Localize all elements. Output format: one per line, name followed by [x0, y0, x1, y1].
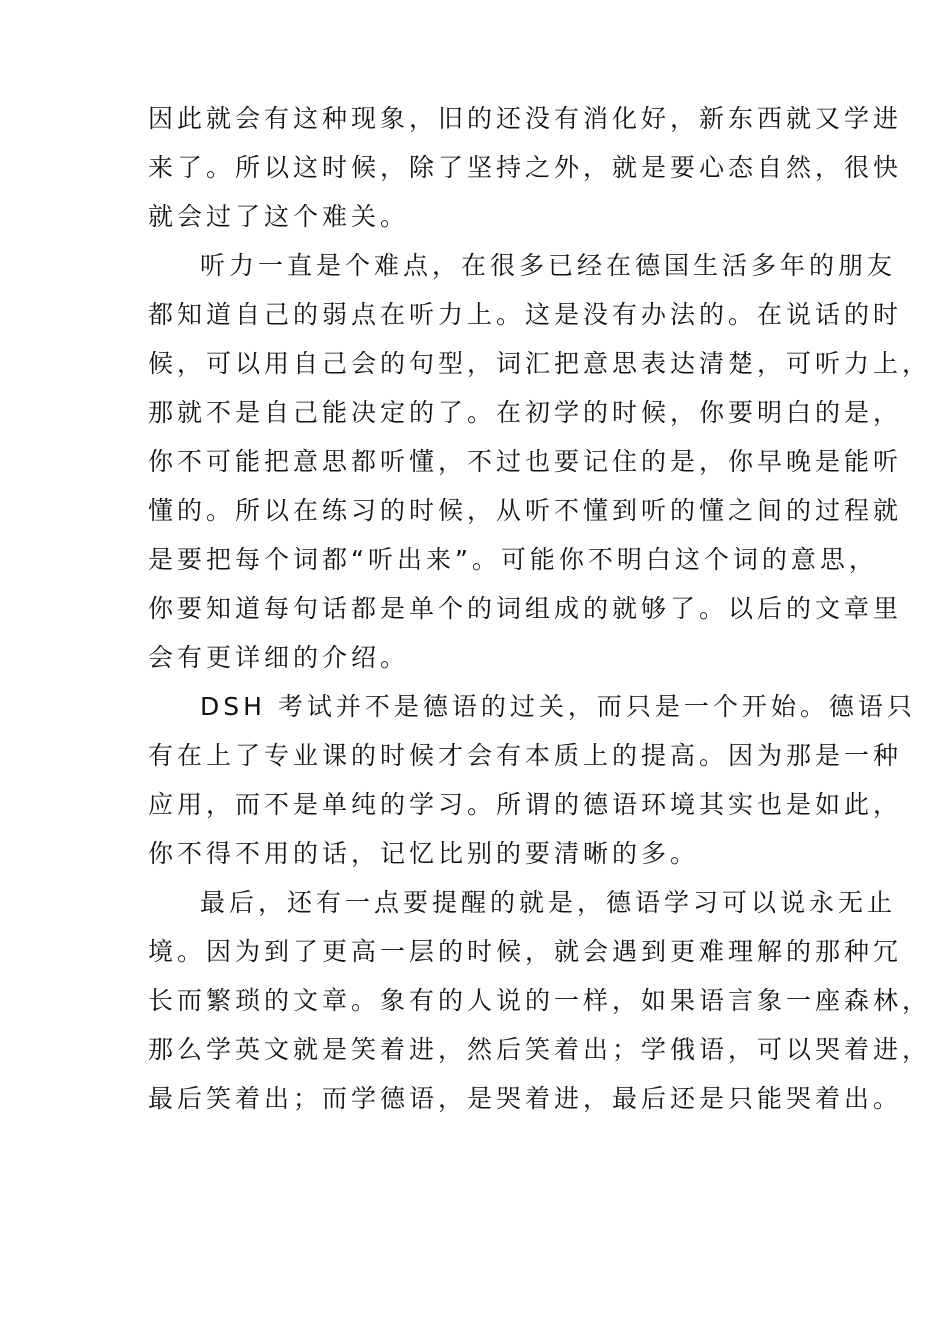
- paragraph-4-line-4: 那么学英文就是笑着进，然后笑着出；学俄语，可以哭着进，: [148, 1035, 932, 1064]
- paragraph-2-line-6: 懂的。所以在练习的时候，从听不懂到听的懂之间的过程就: [148, 496, 903, 525]
- paragraph-4-line-5: 最后笑着出；而学德语，是哭着进，最后还是只能哭着出。: [148, 1084, 903, 1113]
- paragraph-3-line-4: 你不得不用的话，记忆比别的要清晰的多。: [148, 839, 700, 868]
- paragraph-4-line-2: 境。因为到了更高一层的时候，就会遇到更难理解的那种冗: [148, 937, 903, 966]
- paragraph-2-line-2: 都知道自己的弱点在听力上。这是没有办法的。在说话的时: [148, 300, 903, 329]
- paragraph-1-line-1: 因此就会有这种现象，旧的还没有消化好，新东西就又学进: [148, 104, 903, 133]
- paragraph-3-line-1: DSH 考试并不是德语的过关，而只是一个开始。德语只: [200, 692, 916, 721]
- paragraph-2-line-7: 是要把每个词都“听出来”。可能你不明白这个词的意思，: [148, 545, 878, 574]
- paragraph-4-line-1: 最后，还有一点要提醒的就是，德语学习可以说永无止: [200, 888, 897, 917]
- document-body: [148, 94, 932, 1123]
- paragraph-2-line-8: 你要知道每句话都是单个的词组成的就够了。以后的文章里: [148, 594, 903, 623]
- paragraph-2-line-5: 你不可能把意思都听懂，不过也要记住的是，你早晚是能听: [148, 447, 903, 476]
- paragraph-1-line-3: 就会过了这个难关。: [148, 202, 410, 231]
- paragraph-2-line-9: 会有更详细的介绍。: [148, 643, 410, 672]
- paragraph-2-line-1: 听力一直是个难点，在很多已经在德国生活多年的朋友: [200, 251, 897, 280]
- paragraph-4-line-3: 长而繁琐的文章。象有的人说的一样，如果语言象一座森林，: [148, 986, 932, 1015]
- paragraph-3-line-2: 有在上了专业课的时候才会有本质上的提高。因为那是一种: [148, 741, 903, 770]
- paragraph-2-line-4: 那就不是自己能决定的了。在初学的时候，你要明白的是，: [148, 398, 903, 427]
- paragraph-3-line-3: 应用，而不是单纯的学习。所谓的德语环境其实也是如此，: [148, 790, 903, 819]
- paragraph-1-line-2: 来了。所以这时候，除了坚持之外，就是要心态自然，很快: [148, 153, 903, 182]
- paragraph-2-line-3: 候，可以用自己会的句型，词汇把意思表达清楚，可听力上，: [148, 349, 932, 378]
